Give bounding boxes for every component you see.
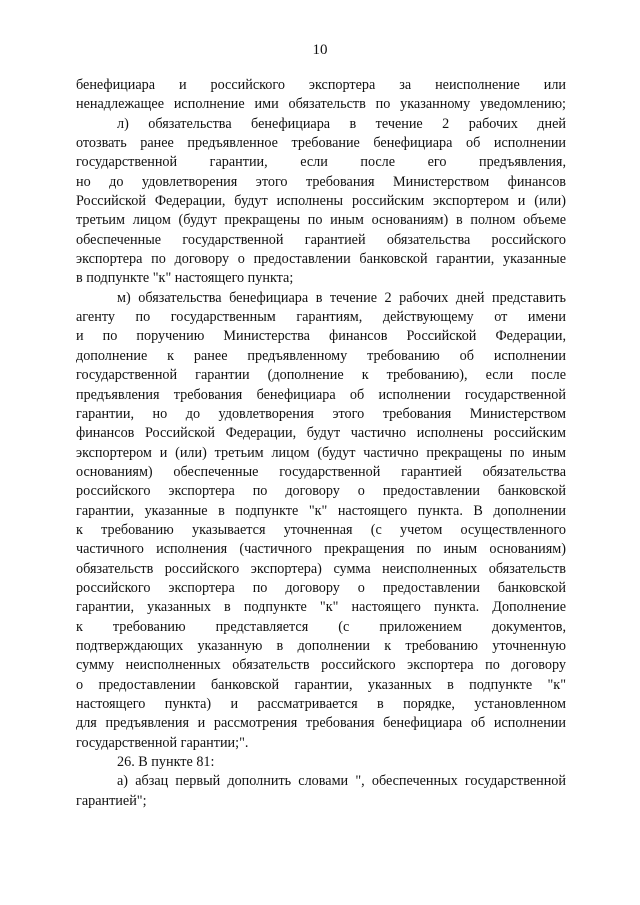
text-line: к требованию указывается уточненная (с учетом осуществленного [76,521,566,538]
text-line: экспортером и (или) третьим лицом (будут частично прекращены по иным [76,444,566,461]
text-line: дополнение к ранее предъявленному требованию об исполнении [76,347,566,364]
text-line: финансов Российской Федерации, будут частично исполнены российским [76,425,566,442]
text-line: сумму неисполненных обязательств российского экспортера по договору [76,657,566,674]
text-line: экспортера по договору о предоставлении банковской гарантии, указанные [76,251,566,268]
text-line: частичного исполнения (частичного прекращения по иным основаниям) [76,541,566,558]
text-line: настоящего пункта) и рассматривается в порядке, установленном [76,696,566,712]
text-line: бенефициара и российского экспортера за неисполнение или [76,77,566,93]
text-line: обеспеченные государственной гарантией обязательства российского [76,231,566,248]
text-line: предъявления требования бенефициара об исполнении государственной [76,386,566,403]
text-line: третьим лицом (будут прекращены по иным основаниям) в полном объеме [76,212,566,229]
text-line: для предъявления и рассмотрения требования бенефициара об исполнении [76,715,566,732]
text-line: отозвать ранее предъявленное требование бенефициара об исполнении [76,135,566,152]
text-line: Российской Федерации, будут исполнены российским экспортером и (или) [76,193,566,210]
text-line: к требованию представляется (с приложением документов, [76,618,566,635]
text-line: государственной гарантии;". [76,734,249,751]
text-line: гарантией"; [76,792,147,809]
text-line: агенту по государственным гарантиям, действующему от имени [76,309,566,326]
text-line: гарантии, указанные в подпункте "к" настоящего пункта. В дополнении [76,502,566,519]
text-line: 26. В пункте 81: [117,754,215,771]
text-line: л) обязательства бенефициара в течение 2 рабочих дней [117,115,566,132]
text-line: м) обязательства бенефициара в течение 2 рабочих дней представить [117,289,566,306]
text-line: гарантии, но до удовлетворения этого требования Министерством [76,405,566,422]
page-number: 10 [312,42,328,58]
text-line: в подпункте "к" настоящего пункта; [76,270,294,287]
text-line: ненадлежащее исполнение ими обязательств по указанному уведомлению; [76,96,566,113]
text-line: российского экспортера по договору о предоставлении банковской [76,483,566,500]
text-line: основаниям) обеспеченные государственной гарантией обязательства [76,463,566,480]
text-line: государственной гарантии, если после его предъявления, [76,154,566,171]
text-line: гарантии, указанных в подпункте "к" настоящего пункта. Дополнение [76,599,566,616]
text-line: и по поручению Министерства финансов Российской Федерации, [76,328,566,345]
text-line: государственной гарантии (дополнение к требованию), если после [76,367,566,384]
text-line: а) абзац первый дополнить словами ", обеспеченных государственной [117,773,566,790]
text-line: подтверждающих указанную в дополнении к требованию уточненную [76,637,566,654]
text-line: но до удовлетворения этого требования Министерством финансов [76,173,566,190]
document-body [76,76,566,811]
text-line: о предоставлении банковской гарантии, указанных в подпункте "к" [76,676,566,693]
text-line: российского экспортера по договору о предоставлении банковской [76,579,566,596]
text-line: обязательств российского экспортера) сумма неисполненных обязательств [76,560,566,577]
